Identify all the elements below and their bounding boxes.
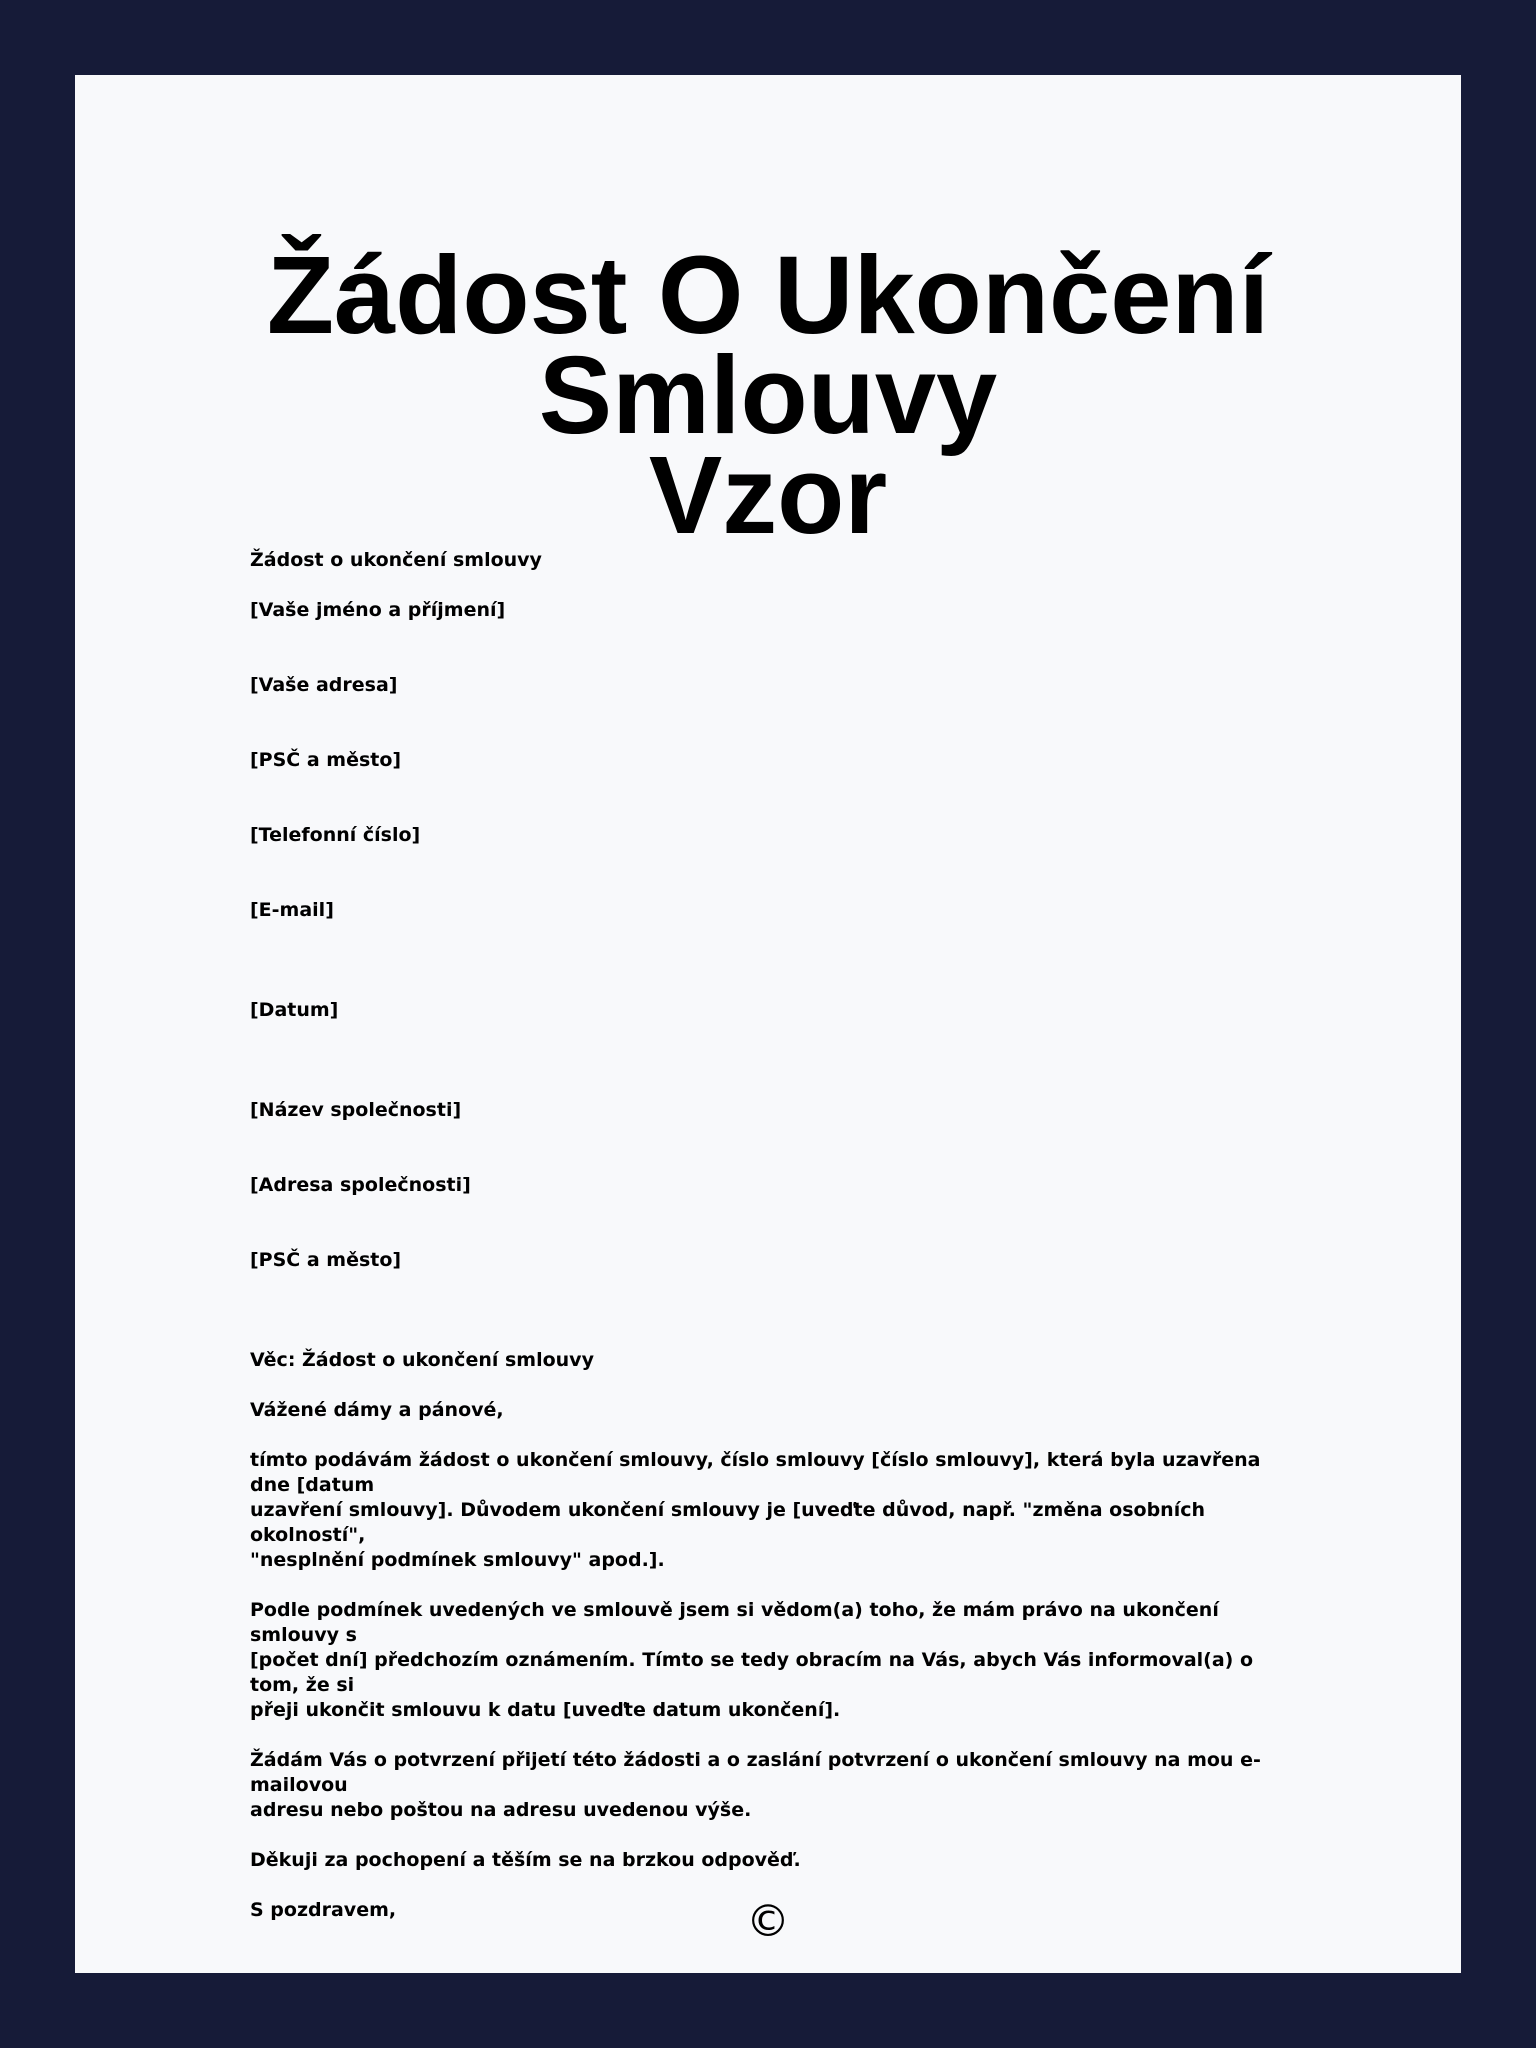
paragraph-3-line-1: Žádám Vás o potvrzení přijetí této žádosti a o zaslání potvrzení o ukončení smlouvy na mou e-mailovou [250,1749,1261,1796]
document-page [75,75,1461,1973]
sender-zip-city: [PSČ a město] [250,749,402,771]
letter-subject: Věc: Žádost o ukončení smlouvy [250,1349,594,1371]
paragraph-1-line-1: tímto podávám žádost o ukončení smlouvy, číslo smlouvy [číslo smlouvy], která byla uzavřena dne [datum [250,1449,1261,1496]
letter-salutation: Vážené dámy a pánové, [250,1399,504,1421]
paragraph-2 [250,1598,1290,1723]
letter-heading: Žádost o ukončení smlouvy [250,549,542,571]
paragraph-1 [250,1448,1290,1573]
letter-body [250,548,1290,1923]
sender-name: [Vaše jméno a příjmení] [250,599,506,621]
title-line-1: Žádost O Ukončení Smlouvy [266,234,1270,457]
copyright-icon: © [746,1896,790,1947]
paragraph-2-line-1: Podle podmínek uvedených ve smlouvě jsem si vědom(a) toho, že mám právo na ukončení smlouvy s [250,1599,1219,1646]
paragraph-2-line-2: [počet dní] předchozím oznámením. Tímto se tedy obracím na Vás, abych Vás informoval(a) o tom, že si [250,1649,1254,1696]
paragraph-3-line-2: adresu nebo poštou na adresu uvedenou výše. [250,1799,752,1821]
title-line-2: Vzor [648,434,888,557]
recipient-address: [Adresa společnosti] [250,1174,471,1196]
page-title [75,234,1461,557]
sender-address: [Vaše adresa] [250,674,398,696]
letter-date: [Datum] [250,999,339,1021]
paragraph-1-line-2: uzavření smlouvy]. Důvodem ukončení smlouvy je [uveďte důvod, např. "změna osobních okolností", [250,1499,1206,1546]
paragraph-1-line-3: "nesplnění podmínek smlouvy" apod.]. [250,1549,665,1571]
sender-email: [E-mail] [250,899,334,921]
letter-thanks: Děkuji za pochopení a těším se na brzkou odpověď. [250,1849,801,1871]
recipient-company: [Název společnosti] [250,1099,462,1121]
paragraph-3 [250,1748,1290,1823]
sender-phone: [Telefonní číslo] [250,824,421,846]
recipient-zip-city: [PSČ a město] [250,1249,402,1271]
paragraph-2-line-3: přeji ukončit smlouvu k datu [uveďte datum ukončení]. [250,1699,841,1721]
letter-closing: S pozdravem, [250,1899,397,1921]
